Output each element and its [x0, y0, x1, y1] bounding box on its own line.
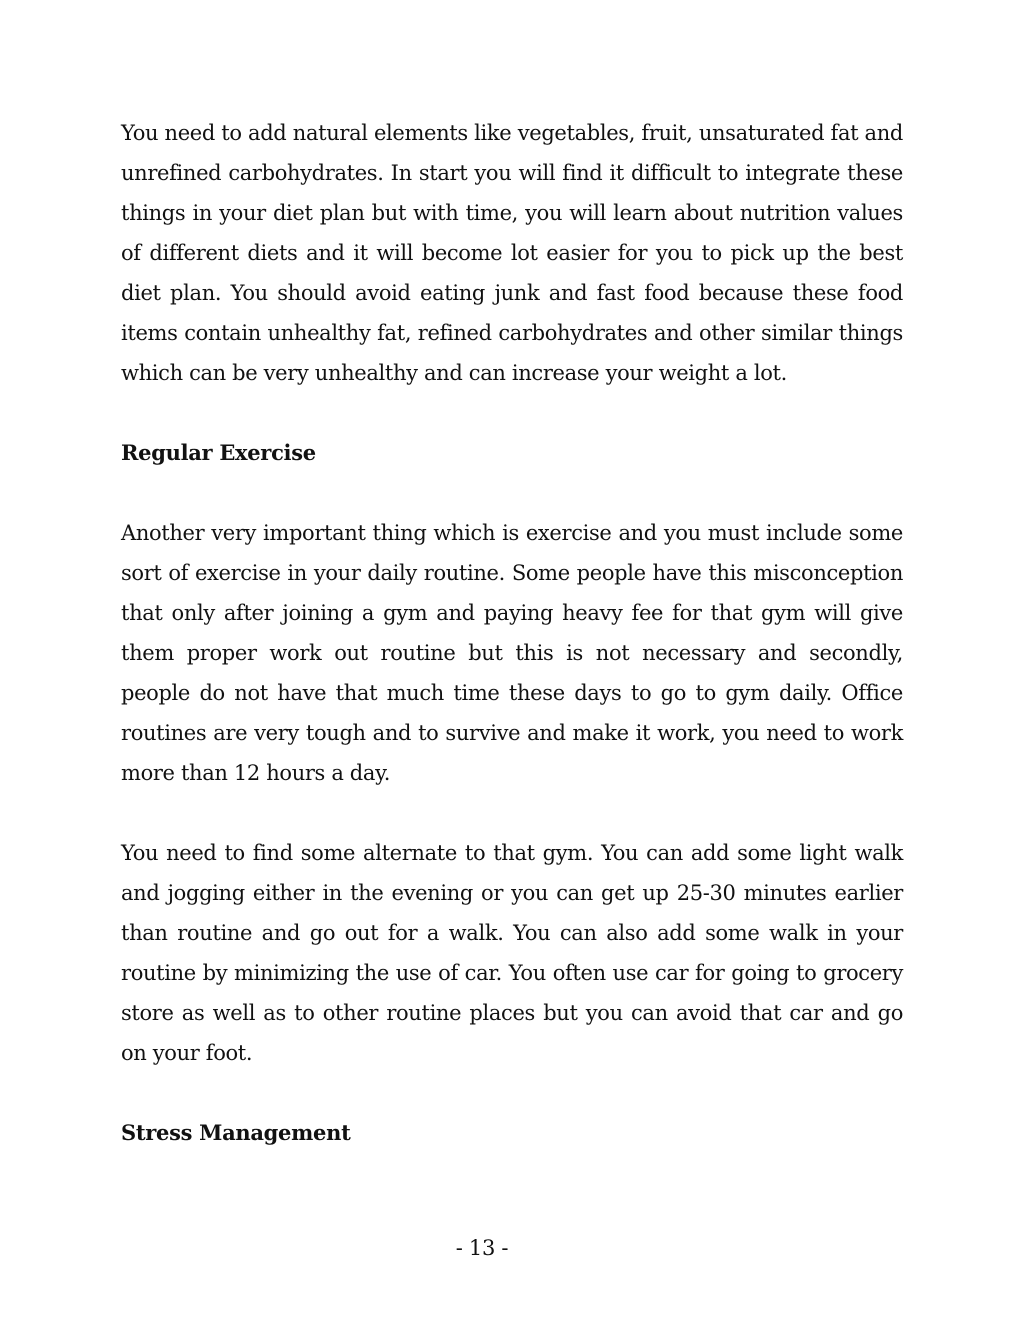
body-paragraph: You need to add natural elements like vegetables, fruit, unsaturated fat and unrefined carbohydrates. In start you will find it difficult to integrate these things in your diet plan but with time, you will learn about nutrition values of different diets and it will become lot easier for you to pick up the best diet plan. You should avoid eating junk and fast food because these food items contain unhealthy fat, refined carbohydrates and other similar things which can be very unhealthy and can increase your weight a lot.	[121, 121, 903, 385]
page-number: - 13 -	[455, 1236, 509, 1260]
section-heading-stress-management: Stress Management	[121, 1120, 351, 1145]
page-content	[121, 113, 903, 1193]
body-paragraph: Another very important thing which is exercise and you must include some sort of exercise in your daily routine. Some people have this misconception that only after joining a gym and paying heavy fee for that gym will give them proper work out routine but this is not necessary and secondly, people do not have that much time these days to go to gym daily. Office routines are very tough and to survive and make it work, you need to work more than 12 hours a day.	[121, 521, 903, 785]
body-paragraph: You need to find some alternate to that gym. You can add some light walk and jogging either in the evening or you can get up 25-30 minutes earlier than routine and go out for a walk. You can also add some walk in your routine by minimizing the use of car. You often use car for going to grocery store as well as to other routine places but you can avoid that car and go on your foot.	[121, 841, 903, 1065]
section-heading-regular-exercise: Regular Exercise	[121, 440, 316, 465]
